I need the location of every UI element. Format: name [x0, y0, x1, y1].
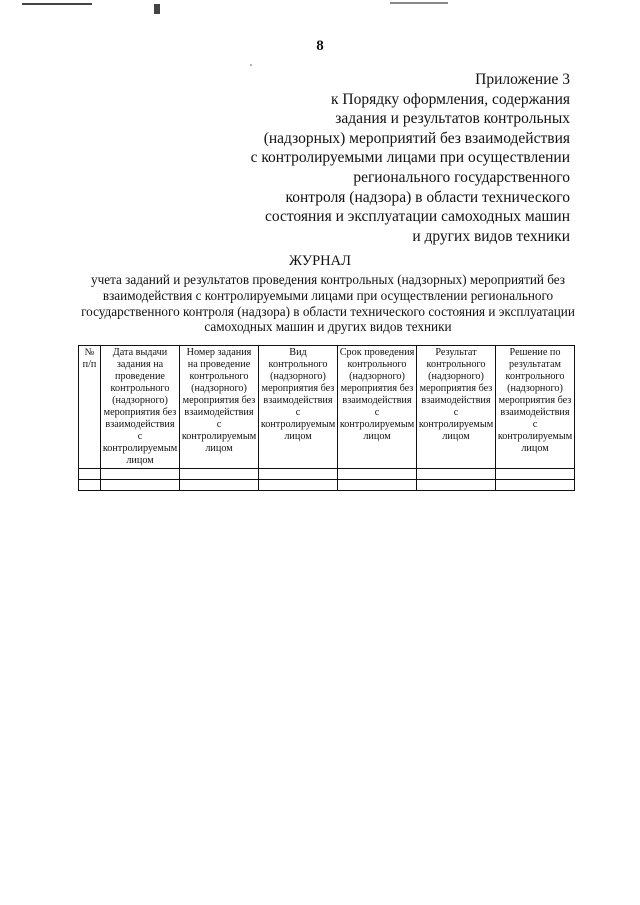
- table-cell: [101, 480, 180, 491]
- appendix-line: и других видов техники: [412, 227, 570, 245]
- table-row: [79, 469, 575, 480]
- appendix-line: состояния и эксплуатации самоходных машин: [264, 208, 570, 226]
- table-row: [79, 480, 575, 491]
- appendix-line: Приложение 3: [475, 71, 570, 88]
- appendix-line: регионального государственного: [353, 168, 570, 186]
- table-cell: [496, 480, 575, 491]
- table-cell: [338, 469, 417, 480]
- subtitle-line: учета заданий и результатов проведения контрольных (надзорных) мероприятий без: [90, 272, 566, 287]
- appendix-line: контроля (надзора) в области технического: [285, 188, 570, 206]
- scan-artifact: [22, 3, 92, 5]
- table-cell: [417, 469, 496, 480]
- appendix-line: (надзорных) мероприятий без взаимодействия: [263, 129, 570, 147]
- subtitle-line: самоходных машин и других видов техники: [204, 319, 452, 335]
- table-cell: [259, 469, 338, 480]
- appendix-header: [240, 70, 570, 246]
- subtitle-line: государственного контроля (надзора) в области технического состояния и эксплуатации: [81, 303, 575, 319]
- appendix-line: с контролируемыми лицами при осуществлении: [250, 149, 570, 167]
- appendix-line: к Порядку оформления, содержания: [330, 90, 570, 108]
- scan-artifact: [250, 64, 252, 66]
- subtitle-line: взаимодействия с контролируемыми лицами при осуществлении регионального: [102, 287, 554, 303]
- column-header-decision: Решение по результатам контрольного (надзорного) мероприятия без взаимодействия с контролируемым лицом: [496, 346, 575, 469]
- column-header-task-number: Номер задания на проведение контрольного (надзорного) мероприятия без взаимодействия с контролируемым лицом: [180, 346, 259, 469]
- appendix-line: задания и результатов контрольных: [335, 110, 570, 128]
- table-cell: [180, 469, 259, 480]
- table-cell: [79, 480, 101, 491]
- journal-title: ЖУРНАЛ: [289, 253, 351, 269]
- table-cell: [338, 480, 417, 491]
- table-cell: [101, 469, 180, 480]
- table-cell: [496, 469, 575, 480]
- scan-artifact: [390, 2, 448, 4]
- journal-table: [78, 345, 575, 491]
- column-header-issue-date: Дата выдачи задания на проведение контрольного (надзорного) мероприятия без взаимодействия с контролируемым лицом: [101, 346, 180, 469]
- table-cell: [259, 480, 338, 491]
- column-header-number: № п/п: [79, 346, 101, 469]
- table-cell: [417, 480, 496, 491]
- column-header-deadline: Срок проведения контрольного (надзорного) мероприятия без взаимодействия с контролируемым лицом: [338, 346, 417, 469]
- journal-subtitle: [78, 272, 578, 335]
- page-number: 8: [316, 38, 324, 54]
- scan-artifact: [154, 4, 160, 14]
- table-cell: [79, 469, 101, 480]
- column-header-result: Результат контрольного (надзорного) мероприятия без взаимодействия с контролируемым лицом: [417, 346, 496, 469]
- table-cell: [180, 480, 259, 491]
- column-header-event-type: Вид контрольного (надзорного) мероприятия без взаимодействия с контролируемым лицом: [259, 346, 338, 469]
- table-header-row: [79, 346, 575, 469]
